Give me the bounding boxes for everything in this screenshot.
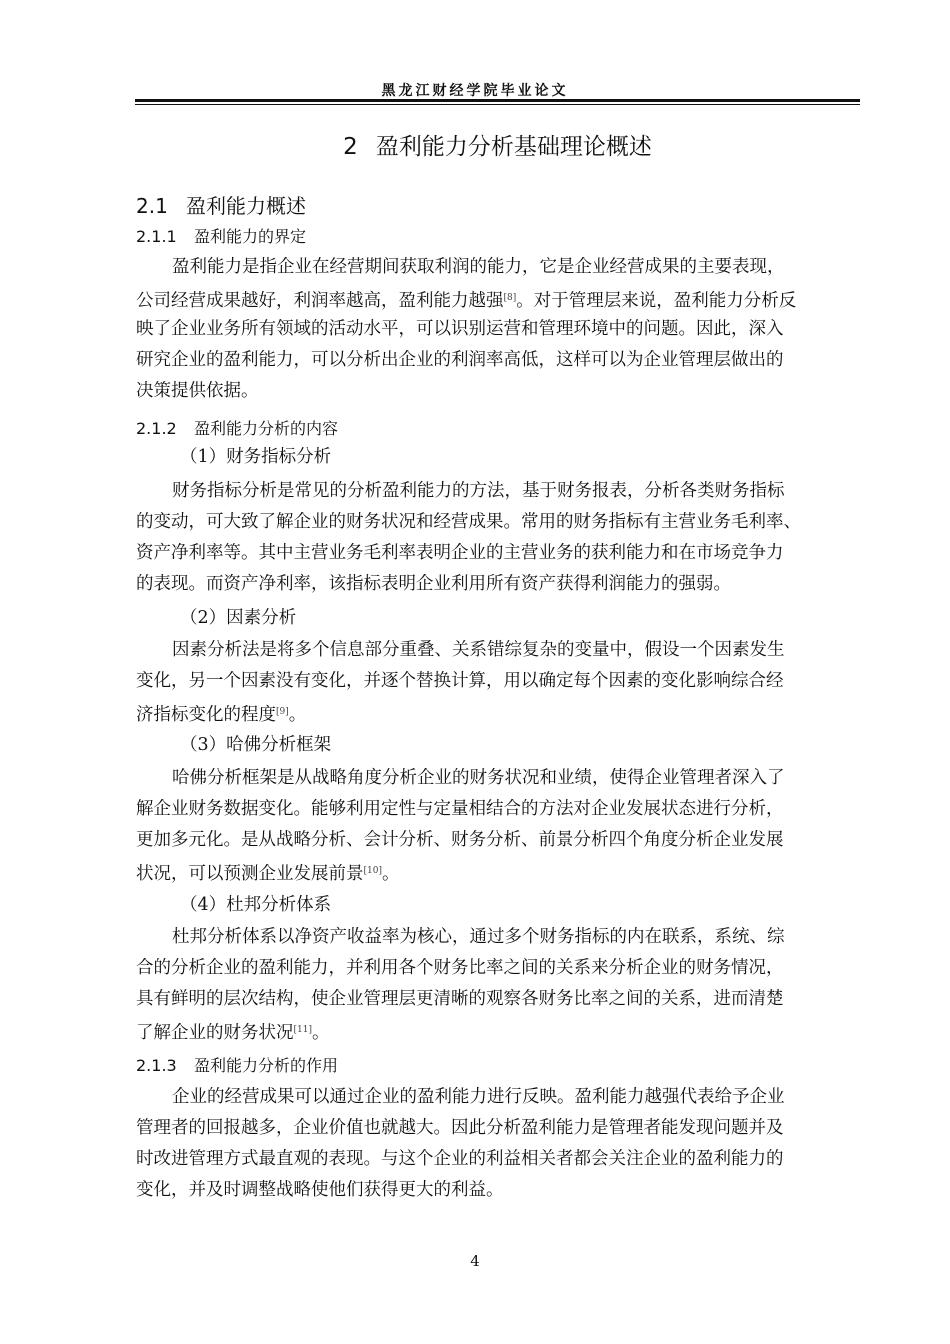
subsection-heading-2-1-2: 2.1.2 盈利能力分析的内容 xyxy=(136,419,339,438)
subsection-heading-2-1-3: 2.1.3 盈利能力分析的作用 xyxy=(136,1056,339,1075)
paragraph-line: 管理者的回报越多，企业价值也就越大。因此分析盈利能力是管理者能发现问题并及 xyxy=(136,1118,784,1138)
paragraph-line: 变化，另一个因素没有变化，并逐个替换计算，用以确定每个因素的变化影响综合经 xyxy=(136,671,784,691)
running-header: 黑龙江财经学院毕业论文 xyxy=(381,83,569,99)
list-heading-3: （3）哈佛分析框架 xyxy=(180,735,332,755)
citation-ref-11: [11] xyxy=(293,1025,312,1035)
citation-ref-9: [9] xyxy=(276,707,289,717)
paragraph-line: 具有鲜明的层次结构，使企业管理层更清晰的观察各财务比率之间的关系，进而清楚 xyxy=(136,989,784,1009)
paragraph-line: 资产净利率等。其中主营业务毛利率表明企业的主营业务的获利能力和在市场竞争力 xyxy=(136,543,784,563)
paragraph-line: 状况，可以预测企业发展前景[10]。 xyxy=(136,864,400,884)
paragraph-line: 更加多元化。是从战略分析、会计分析、财务分析、前景分析四个角度分析企业发展 xyxy=(136,830,784,850)
citation-ref-8: [8] xyxy=(503,293,517,303)
paragraph-line: 哈佛分析框架是从战略角度分析企业的财务状况和业绩，使得企业管理者深入了 xyxy=(172,768,785,788)
paragraph-line: 盈利能力是指企业在经营期间获取利润的能力，它是企业经营成果的主要表现， xyxy=(172,257,785,277)
paragraph-line: 合的分析企业的盈利能力，并利用各个财务比率之间的关系来分析企业的财务情况， xyxy=(136,958,784,978)
header-rule-thick xyxy=(135,99,860,102)
chapter-number: 2 xyxy=(343,134,358,160)
page-number: 4 xyxy=(470,1252,480,1270)
paragraph-line: 了解企业的财务状况[11]。 xyxy=(136,1023,330,1043)
paragraph-line: 映了企业业务所有领域的活动水平，可以识别运营和管理环境中的问题。因此，深入 xyxy=(136,319,784,339)
paragraph-line: 公司经营成果越好，利润率越高，盈利能力越强[8]。对于管理层来说，盈利能力分析反 xyxy=(136,291,797,311)
chapter-title-text: 盈利能力分析基础理论概述 xyxy=(375,134,652,160)
paragraph-line: 企业的经营成果可以通过企业的盈利能力进行反映。盈利能力越强代表给予企业 xyxy=(172,1087,785,1107)
paragraph-line: 的表现。而资产净利率，该指标表明企业利用所有资产获得利润能力的强弱。 xyxy=(136,574,731,594)
paragraph-line: 杜邦分析体系以净资产收益率为核心，通过多个财务指标的内在联系，系统、综 xyxy=(172,927,785,947)
citation-ref-10: [10] xyxy=(363,866,382,876)
paragraph-line: 因素分析法是将多个信息部分重叠、关系错综复杂的变量中，假设一个因素发生 xyxy=(172,640,785,660)
subsection-heading-2-1-1: 2.1.1 盈利能力的界定 xyxy=(136,227,307,246)
list-heading-1: （1）财务指标分析 xyxy=(180,447,332,467)
paragraph-line: 时改进管理方式最直观的表现。与这个企业的利益相关者都会关注企业的盈利能力的 xyxy=(136,1149,784,1169)
paragraph-line: 决策提供依据。 xyxy=(136,381,259,401)
paragraph-line: 解企业财务数据变化。能够利用定性与定量相结合的方法对企业发展状态进行分析， xyxy=(136,799,784,819)
list-heading-2: （2）因素分析 xyxy=(180,608,297,628)
chapter-title xyxy=(0,128,950,161)
header-rule-thin xyxy=(135,104,860,105)
section-heading-2-1: 2.1 盈利能力概述 xyxy=(136,194,306,218)
paragraph-line: 研究企业的盈利能力，可以分析出企业的利润率高低，这样可以为企业管理层做出的 xyxy=(136,350,784,370)
paragraph-line: 变化，并及时调整战略使他们获得更大的利益。 xyxy=(136,1180,504,1200)
paragraph-line: 济指标变化的程度[9]。 xyxy=(136,705,307,725)
list-heading-4: （4）杜邦分析体系 xyxy=(180,895,332,915)
paragraph-line: 的变动，可大致了解企业的财务状况和经营成果。常用的财务指标有主营业务毛利率、 xyxy=(136,512,801,532)
paragraph-line: 财务指标分析是常见的分析盈利能力的方法，基于财务报表，分析各类财务指标 xyxy=(172,481,785,501)
